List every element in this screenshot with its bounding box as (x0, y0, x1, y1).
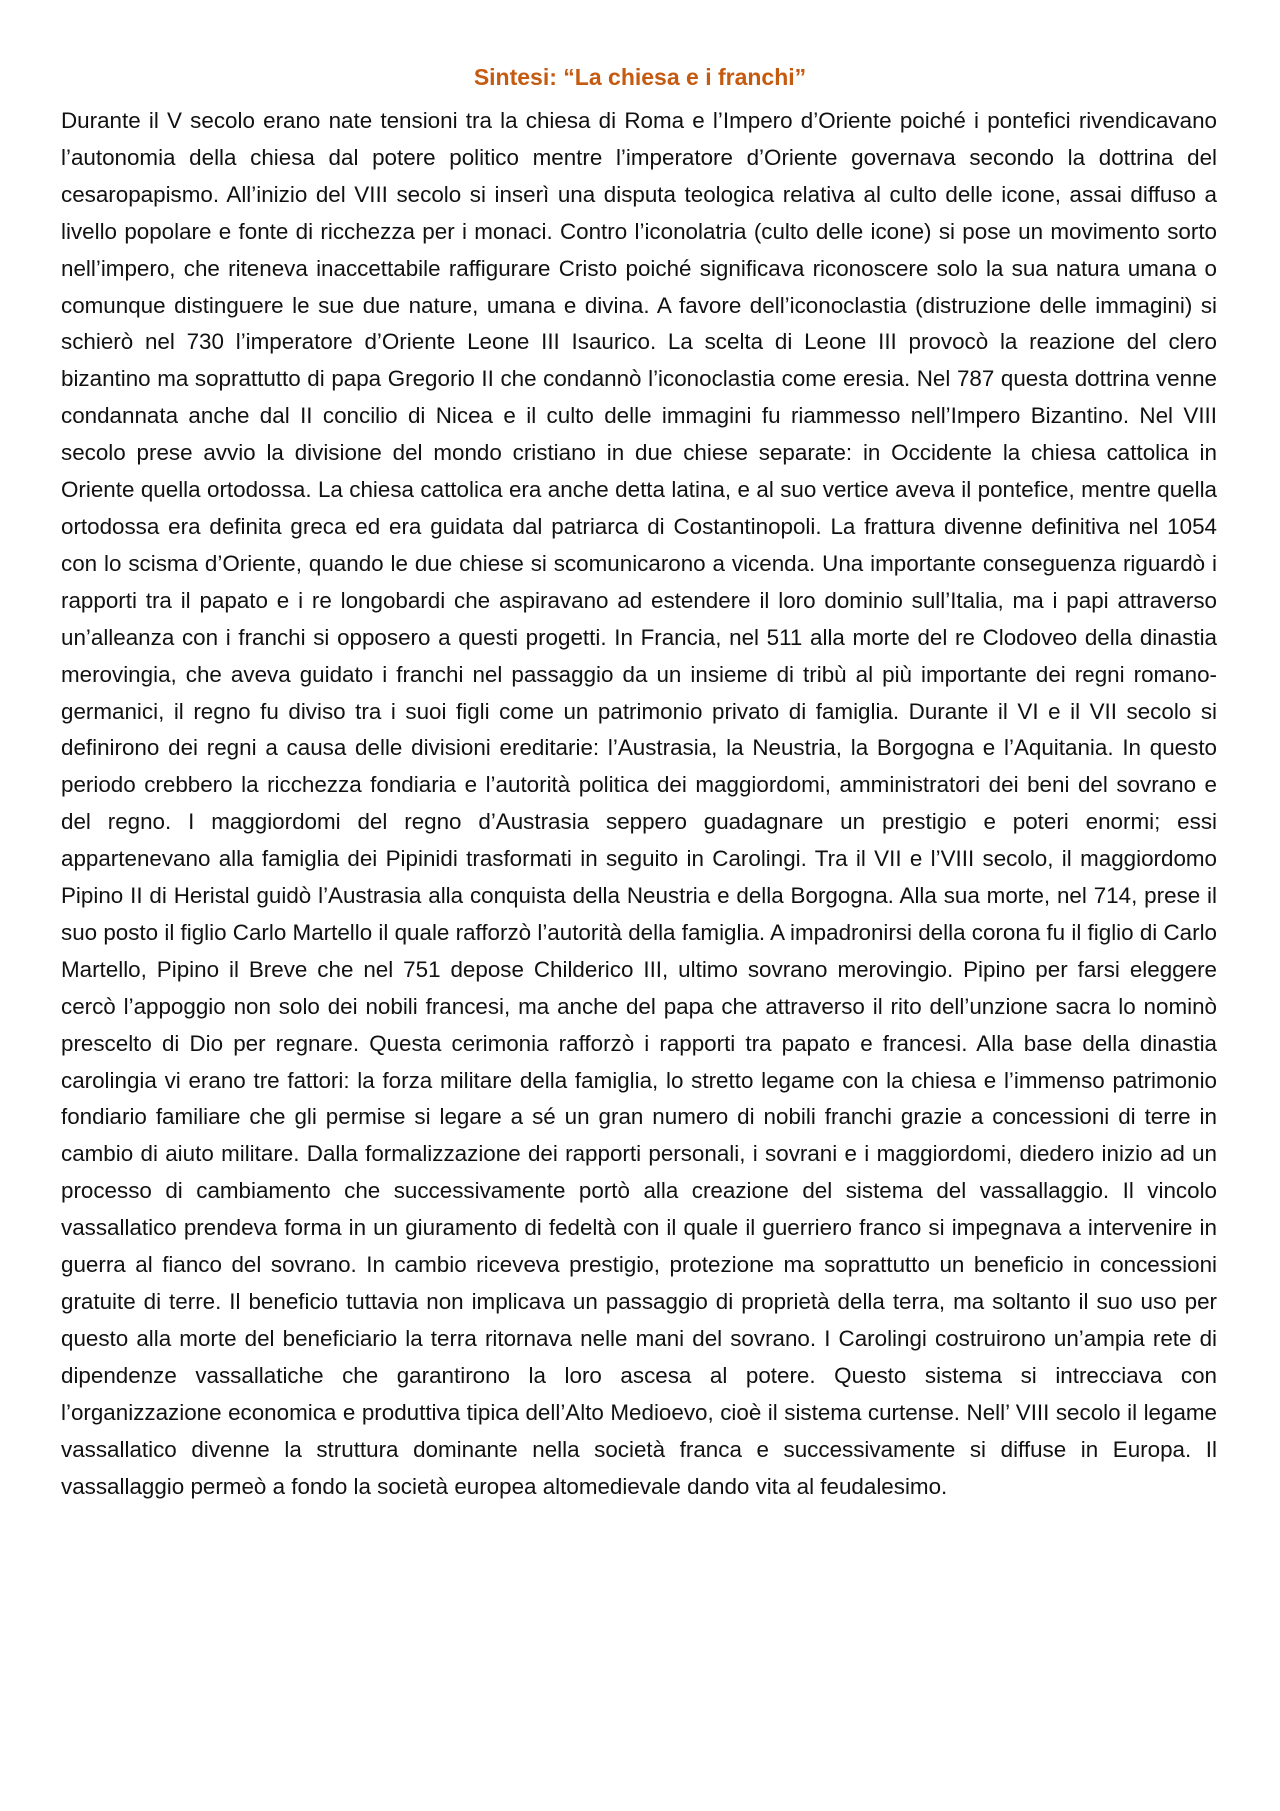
document-title: Sintesi: “La chiesa e i franchi” (473, 64, 807, 90)
document-body-paragraph: Durante il V secolo erano nate tensioni tra la chiesa di Roma e l’Impero d’Oriente poiché i pontefici rivendicavano l’autonomia della chiesa dal potere politico mentre l’imperatore d’Oriente governava secondo la dottrina del cesaropapismo. All’inizio del VIII secolo si inserì una disputa teologica relativa al culto delle icone, assai diffuso a livello popolare e fonte di ricchezza per i monaci. Contro l’iconolatria (culto delle icone) si pose un movimento sorto nell’impero, che riteneva inaccettabile raffigurare Cristo poiché significava riconoscere solo la sua natura umana o comunque distinguere le sue due nature, umana e divina. A favore dell’iconoclastia (distruzione delle immagini) si schierò nel 730 l’imperatore d’Oriente Leone III Isaurico. La scelta di Leone III provocò la reazione del clero bizantino ma soprattutto di papa Gregorio II che condannò l’iconoclastia come eresia. Nel 787 questa dottrina venne condannata anche dal II concilio di Nicea e il culto delle immagini fu riammesso nell’Impero Bizantino. Nel VIII secolo prese avvio la divisione del mondo cristiano in due chiese separate: in Occidente la chiesa cattolica in Oriente quella ortodossa. La chiesa cattolica era anche detta latina, e al suo vertice aveva il pontefice, mentre quella ortodossa era definita greca ed era guidata dal patriarca di Costantinopoli. La frattura divenne definitiva nel 1054 con lo scisma d’Oriente, quando le due chiese si scomunicarono a vicenda. Una importante conseguenza riguardò i rapporti tra il papato e i re longobardi che aspiravano ad estendere il loro dominio sull’Italia, ma i papi attraverso un’alleanza con i franchi si opposero a questi progetti. In Francia, nel 511 alla morte del re Clodoveo della dinastia merovingia, che aveva guidato i franchi nel passaggio da un insieme di tribù al più importante dei regni romano-germanici, il regno fu diviso tra i suoi figli come un patrimonio privato di famiglia. Durante il VI e il VII secolo si definirono dei regni a causa delle divisioni ereditarie: l’Austrasia, la Neustria, la Borgogna e l’Aquitania. In questo periodo crebbero la ricchezza fondiaria e l’autorità politica dei maggiordomi, amministratori dei beni del sovrano e del regno. I maggiordomi del regno d’Austrasia seppero guadagnare un prestigio e poteri enormi; essi appartenevano alla famiglia dei Pipinidi trasformati in seguito in Carolingi. Tra il VII e l’VIII secolo, il maggiordomo Pipino II di Heristal guidò l’Austrasia alla conquista della Neustria e della Borgogna. Alla sua morte, nel 714, prese il suo posto il figlio Carlo Martello il quale rafforzò l’autorità della famiglia. A impadronirsi della corona fu il figlio di Carlo Martello, Pipino il Breve che nel 751 depose Childerico III, ultimo sovrano merovingio. Pipino per farsi eleggere cercò l’appoggio non solo dei nobili francesi, ma anche del papa che attraverso il rito dell’unzione sacra lo nominò prescelto di Dio per regnare. Questa cerimonia rafforzò i rapporti tra papato e francesi. Alla base della dinastia carolingia vi erano tre fattori: la forza militare della famiglia, lo stretto legame con la chiesa e l’immenso patrimonio fondiario familiare che gli permise si legare a sé un gran numero di nobili franchi grazie a concessioni di terre in cambio di aiuto militare. Dalla formalizzazione dei rapporti personali, i sovrani e i maggiordomi, diedero inizio ad un processo di cambiamento che successivamente portò alla creazione del sistema del vassallaggio. Il vincolo vassallatico prendeva forma in un giuramento di fedeltà con il quale il guerriero franco si impegnava a intervenire in guerra al fianco del sovrano. In cambio riceveva prestigio, protezione ma soprattutto un beneficio in concessioni gratuite di terre. Il beneficio tuttavia non implicava un passaggio di proprietà della terra, ma soltanto il suo uso per questo alla morte del beneficiario la terra ritornava nelle mani del sovrano. I Carolingi costruirono un’ampia rete di dipendenze vassallatiche che garantirono la loro ascesa al potere. Questo sistema si intrecciava con l’organizzazione economica e produttiva tipica dell’Alto Medioevo, cioè il sistema curtense. Nell’ VIII secolo il legame vassallatico divenne la struttura dominante nella società franca e successivamente si diffuse in Europa. Il vassallaggio permeò a fondo la società europea altomedievale dando vita al feudalesimo. (61, 108, 1217, 1499)
